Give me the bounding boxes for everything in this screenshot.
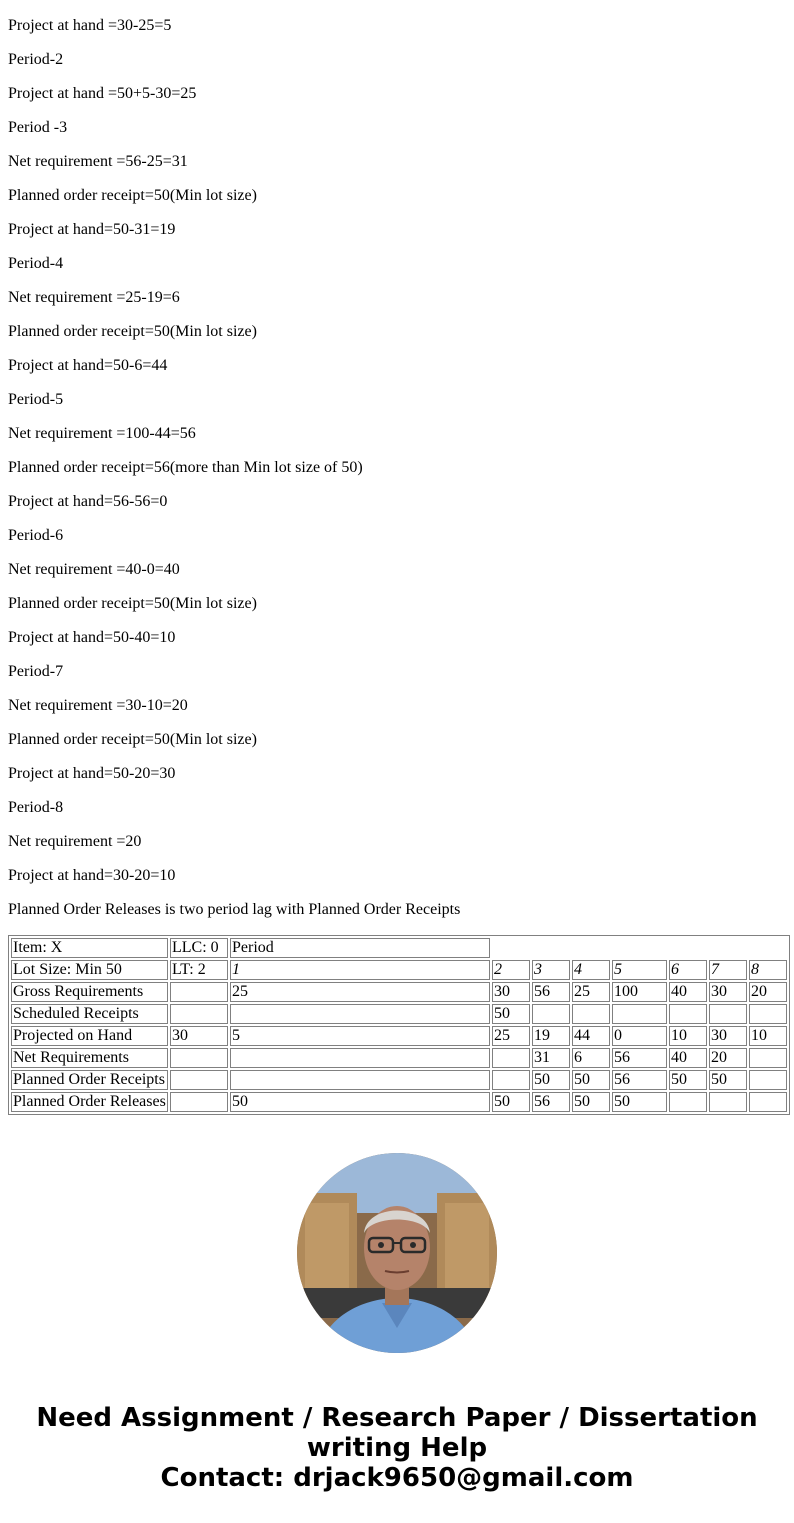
table-cell: 10 [749, 1026, 787, 1046]
table-cell: 10 [669, 1026, 707, 1046]
table-cell: 50 [669, 1070, 707, 1090]
table-cell [709, 1092, 747, 1112]
text-line: Net requirement =40-0=40 [8, 561, 180, 578]
table-cell: 0 [612, 1026, 667, 1046]
table-row [11, 1048, 787, 1068]
promo-line: Need Assignment / Research Paper / Dissertation [36, 1403, 758, 1433]
text-line: Project at hand =30-25=5 [8, 17, 172, 34]
table-cell: 30 [709, 1026, 747, 1046]
table-row [11, 1026, 787, 1046]
table-cell: 50 [532, 1070, 570, 1090]
table-row [11, 1092, 787, 1112]
table-cell [230, 1004, 490, 1024]
table-cell [230, 1070, 490, 1090]
table-cell [669, 1004, 707, 1024]
initial-value-cell [170, 1004, 228, 1024]
table-cell: 6 [572, 1048, 610, 1068]
text-line: Planned order receipt=50(Min lot size) [8, 595, 257, 612]
table-cell: 50 [612, 1092, 667, 1112]
period-cell: 6 [669, 960, 707, 980]
table-period-row [11, 960, 787, 980]
table-cell [749, 1070, 787, 1090]
promo-contact: Contact: drjack9650@gmail.com [160, 1463, 634, 1493]
period-cell: 7 [709, 960, 747, 980]
period-cell: 8 [749, 960, 787, 980]
table-cell: 19 [532, 1026, 570, 1046]
table-cell: 5 [230, 1026, 490, 1046]
table-row [11, 1004, 787, 1024]
table-cell: 30 [492, 982, 530, 1002]
initial-value-cell: 30 [170, 1026, 228, 1046]
table-body [11, 982, 787, 1112]
table-cell [749, 1004, 787, 1024]
lot-size-cell: Lot Size: Min 50 [11, 960, 168, 980]
table-cell: 50 [709, 1070, 747, 1090]
table-header-row [11, 938, 787, 958]
text-line: Project at hand=50-31=19 [8, 221, 176, 238]
table-cell [492, 1070, 530, 1090]
initial-value-cell [170, 982, 228, 1002]
table-cell: 25 [572, 982, 610, 1002]
row-label-cell: Scheduled Receipts [11, 1004, 168, 1024]
table-cell: 44 [572, 1026, 610, 1046]
table-cell: 56 [532, 982, 570, 1002]
text-line: Period-6 [8, 527, 64, 544]
initial-value-cell [170, 1070, 228, 1090]
table-cell [749, 1092, 787, 1112]
period-label-cell: Period [230, 938, 490, 958]
table-cell [709, 1004, 747, 1024]
row-label-cell: Projected on Hand [11, 1026, 168, 1046]
header-spacer [492, 938, 787, 958]
table-cell [532, 1004, 570, 1024]
text-line: Project at hand=50-20=30 [8, 765, 176, 782]
portrait-image [297, 1153, 497, 1353]
row-label-cell: Gross Requirements [11, 982, 168, 1002]
table-cell [669, 1092, 707, 1112]
row-label-cell: Planned Order Receipts [11, 1070, 168, 1090]
table-cell: 40 [669, 982, 707, 1002]
text-line: Planned order receipt=50(Min lot size) [8, 731, 257, 748]
text-line: Net requirement =30-10=20 [8, 697, 188, 714]
table-cell: 25 [230, 982, 490, 1002]
text-line: Project at hand=50-6=44 [8, 357, 168, 374]
table-cell: 30 [709, 982, 747, 1002]
calculation-lines [8, 0, 786, 918]
text-line: Net requirement =100-44=56 [8, 425, 196, 442]
text-line: Planned order receipt=50(Min lot size) [8, 323, 257, 340]
table-cell: 56 [612, 1048, 667, 1068]
table-cell: 31 [532, 1048, 570, 1068]
table-cell: 50 [572, 1092, 610, 1112]
period-cell: 5 [612, 960, 667, 980]
table-cell: 25 [492, 1026, 530, 1046]
text-line: Period-8 [8, 799, 64, 816]
text-line: Net requirement =20 [8, 833, 142, 850]
table-cell: 50 [230, 1092, 490, 1112]
table-cell: 50 [572, 1070, 610, 1090]
table-cell: 40 [669, 1048, 707, 1068]
period-cell: 4 [572, 960, 610, 980]
text-line: Period-4 [8, 255, 64, 272]
text-line: Period-5 [8, 391, 64, 408]
period-cell: 2 [492, 960, 530, 980]
table-cell: 56 [612, 1070, 667, 1090]
text-line: Project at hand=30-20=10 [8, 867, 176, 884]
text-line: Period-2 [8, 51, 64, 68]
text-line: Period -3 [8, 119, 68, 136]
author-avatar [297, 1153, 497, 1353]
period-cell: 1 [230, 960, 490, 980]
mrp-table [8, 935, 790, 1115]
text-line: Project at hand=50-40=10 [8, 629, 176, 646]
llc-cell: LLC: 0 [170, 938, 228, 958]
initial-value-cell [170, 1092, 228, 1112]
document-body [8, 0, 786, 918]
table-row [11, 982, 787, 1002]
table-cell: 20 [709, 1048, 747, 1068]
table-row [11, 1070, 787, 1090]
row-label-cell: Net Requirements [11, 1048, 168, 1068]
period-cell: 3 [532, 960, 570, 980]
text-line: Project at hand=56-56=0 [8, 493, 168, 510]
text-line: Planned Order Releases is two period lag with Planned Order Receipts [8, 901, 461, 918]
row-label-cell: Planned Order Releases [11, 1092, 168, 1112]
table-cell [230, 1048, 490, 1068]
text-line: Planned order receipt=56(more than Min lot size of 50) [8, 459, 363, 476]
text-line: Net requirement =25-19=6 [8, 289, 180, 306]
table-cell: 56 [532, 1092, 570, 1112]
text-line: Net requirement =56-25=31 [8, 153, 188, 170]
promo-line: writing Help [306, 1433, 488, 1463]
table-cell: 100 [612, 982, 667, 1002]
text-line: Project at hand =50+5-30=25 [8, 85, 197, 102]
text-line: Period-7 [8, 663, 64, 680]
initial-value-cell [170, 1048, 228, 1068]
text-line: Planned order receipt=50(Min lot size) [8, 187, 257, 204]
table-cell [492, 1048, 530, 1068]
item-cell: Item: X [11, 938, 168, 958]
table-cell [572, 1004, 610, 1024]
table-cell [612, 1004, 667, 1024]
lead-time-cell: LT: 2 [170, 960, 228, 980]
table-cell: 50 [492, 1092, 530, 1112]
table-cell [749, 1048, 787, 1068]
table-cell: 20 [749, 982, 787, 1002]
table-cell: 50 [492, 1004, 530, 1024]
promo-banner [0, 1403, 794, 1493]
